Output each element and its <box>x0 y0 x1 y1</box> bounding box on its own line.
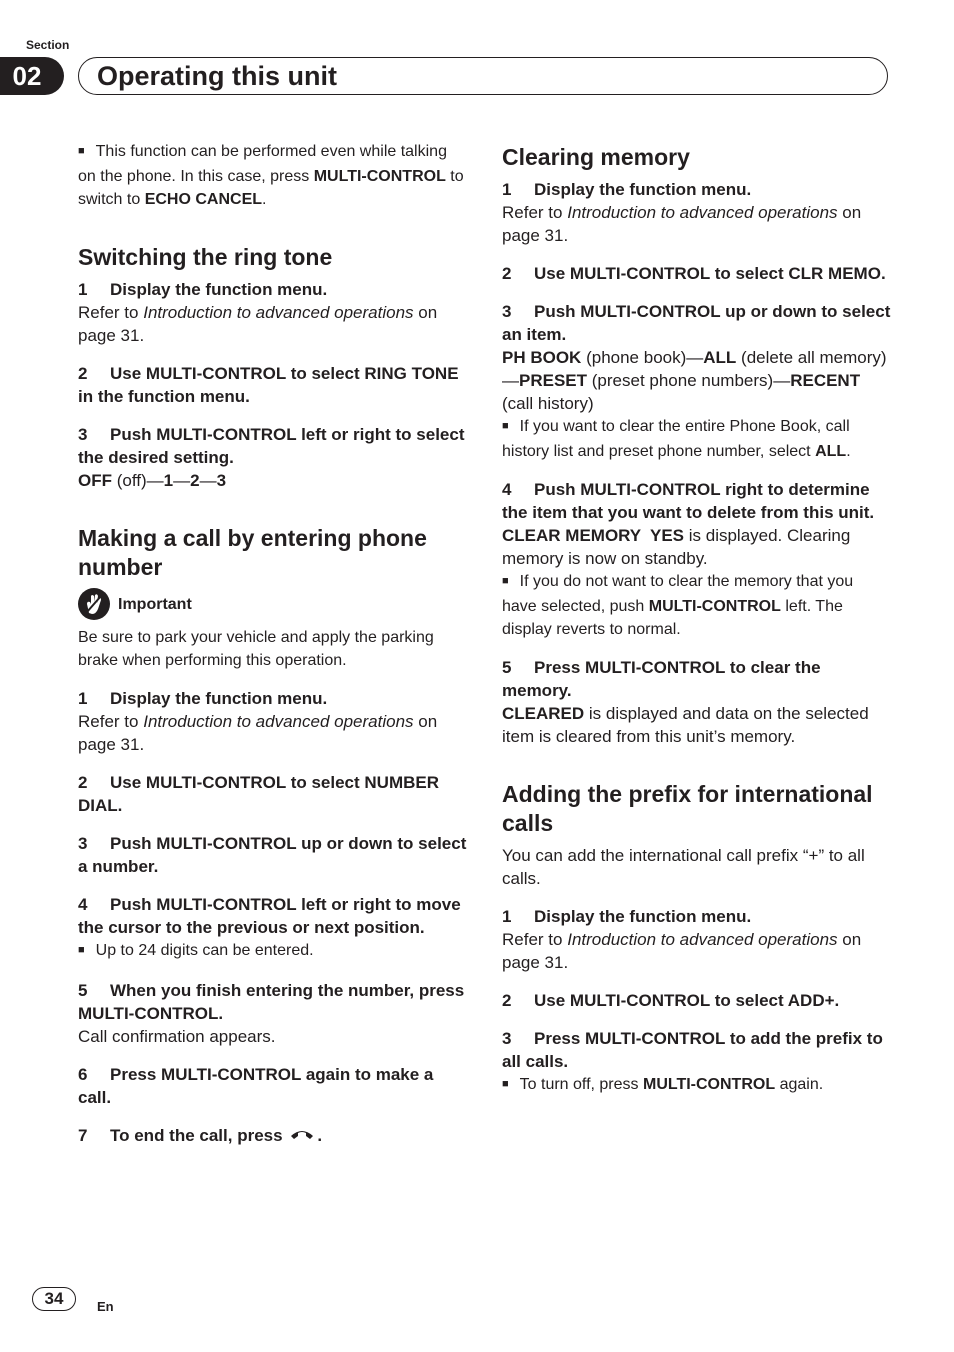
call-step-1-text: Refer to Introduction to advanced operations on page 31. <box>78 712 438 754</box>
ring-step-2: 2 Use MULTI-CONTROL to select RING TONE in the function menu. <box>78 364 459 406</box>
prefix-step-1-text: Refer to Introduction to advanced operations on page 31. <box>502 930 862 972</box>
ring-options: OFF (off)—1—2—3 <box>78 471 227 490</box>
page-number: 34 <box>32 1287 76 1311</box>
call-step-7: 7 To end the call, press . <box>78 1124 468 1149</box>
call-step-4: 4 Push MULTI-CONTROL left or right to move the cursor to the previous or next position. <box>78 895 461 937</box>
important-box <box>78 588 468 620</box>
call-step-3: 3 Push MULTI-CONTROL up or down to select a number. <box>78 834 467 876</box>
square-bullet-icon: ■ <box>502 1078 509 1090</box>
call-step-2: 2 Use MULTI-CONTROL to select NUMBER DIAL. <box>78 773 440 815</box>
clear-step-2: 2 Use MULTI-CONTROL to select CLR MEMO. <box>502 264 886 283</box>
ring-tone-heading: Switching the ring tone <box>78 244 333 270</box>
echo-cancel-note: ■ This function can be performed even while talking on the phone. In this case, press MULTI-CONTROL to switch to ECHO CANCEL. <box>78 143 464 208</box>
ring-step-1: 1 Display the function menu. <box>78 280 328 299</box>
important-text: Be sure to park your vehicle and apply the parking brake when performing this operation. <box>78 629 434 669</box>
clearing-memory-heading: Clearing memory <box>502 144 690 170</box>
phone-hangup-icon <box>289 1126 315 1149</box>
title-box <box>78 57 888 95</box>
cross-reference-link: Introduction to advanced operations <box>567 930 838 949</box>
prefix-heading: Adding the prefix for international calls <box>502 781 873 836</box>
square-bullet-icon: ■ <box>78 145 85 157</box>
prefix-intro: You can add the international call prefix “+” to all calls. <box>502 846 865 888</box>
prefix-step-3-note: ■ To turn off, press MULTI-CONTROL again. <box>502 1076 824 1093</box>
language-code: En <box>97 1299 114 1314</box>
ring-step-1-text: Refer to Introduction to advanced operations on page 31. <box>78 303 438 345</box>
hand-stop-icon <box>78 588 110 620</box>
important-label: Important <box>118 595 192 613</box>
square-bullet-icon: ■ <box>78 944 85 956</box>
left-column <box>78 140 468 1149</box>
clear-options: PH BOOK (phone book)—ALL (delete all memory)—PRESET (preset phone numbers)—RECENT (call history) <box>502 348 887 413</box>
call-step-6: 6 Press MULTI-CONTROL again to make a call. <box>78 1065 434 1107</box>
cross-reference-link: Introduction to advanced operations <box>567 203 838 222</box>
ring-step-3: 3 Push MULTI-CONTROL left or right to select the desired setting. <box>78 425 465 467</box>
make-call-heading: Making a call by entering phone number <box>78 525 427 580</box>
clear-step-5-text: CLEARED is displayed and data on the selected item is cleared from this unit’s memory. <box>502 704 869 746</box>
call-step-5-text: Call confirmation appears. <box>78 1027 276 1046</box>
section-number-tab: 02 <box>0 57 64 95</box>
section-label: Section <box>26 38 70 52</box>
clear-step-3-note: ■ If you want to clear the entire Phone Book, call history list and preset phone number, select ALL. <box>502 418 851 460</box>
clear-step-4-text: CLEAR MEMORY YES is displayed. Clearing memory is now on standby. <box>502 526 851 568</box>
clear-step-3: 3 Push MULTI-CONTROL up or down to select an item. <box>502 302 891 344</box>
prefix-step-2: 2 Use MULTI-CONTROL to select ADD+. <box>502 991 840 1010</box>
clear-step-4: 4 Push MULTI-CONTROL right to determine the item that you want to delete from this unit. <box>502 480 875 522</box>
square-bullet-icon: ■ <box>502 575 509 587</box>
page-title: Operating this unit <box>97 61 337 91</box>
call-step-1: 1 Display the function menu. <box>78 689 328 708</box>
square-bullet-icon: ■ <box>502 420 509 432</box>
right-column <box>502 143 892 1098</box>
prefix-step-3: 3 Press MULTI-CONTROL to add the prefix to all calls. <box>502 1029 883 1071</box>
cross-reference-link: Introduction to advanced operations <box>143 303 414 322</box>
cross-reference-link: Introduction to advanced operations <box>143 712 414 731</box>
call-step-5: 5 When you finish entering the number, press MULTI-CONTROL. <box>78 981 465 1023</box>
prefix-step-1: 1 Display the function menu. <box>502 907 752 926</box>
clear-step-1-text: Refer to Introduction to advanced operations on page 31. <box>502 203 862 245</box>
call-step-4-note: ■ Up to 24 digits can be entered. <box>78 942 314 959</box>
clear-step-5: 5 Press MULTI-CONTROL to clear the memory. <box>502 658 821 700</box>
clear-step-4-note: ■ If you do not want to clear the memory that you have selected, push MULTI-CONTROL left. The display reverts to normal. <box>502 573 854 638</box>
clear-step-1: 1 Display the function menu. <box>502 180 752 199</box>
